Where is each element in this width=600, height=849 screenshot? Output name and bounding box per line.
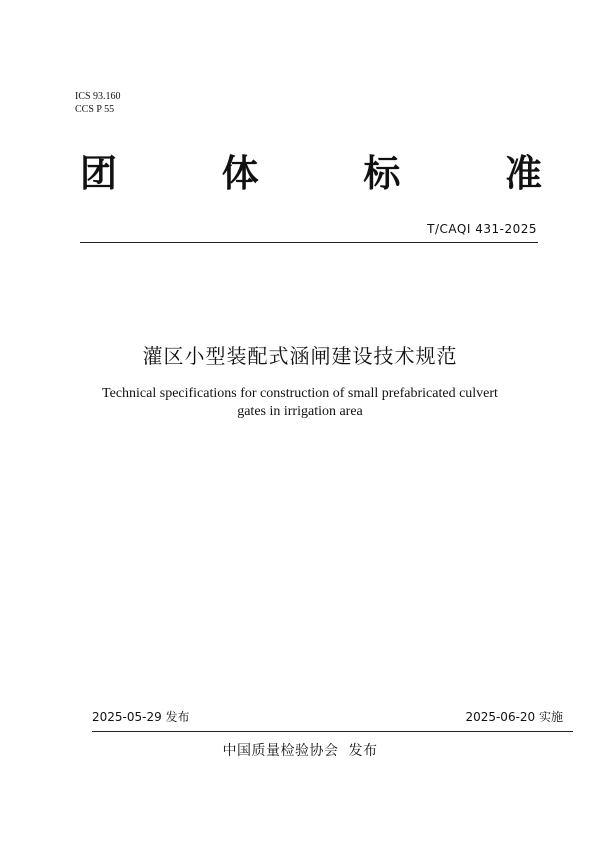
document-type-heading xyxy=(80,150,542,198)
issue-date: 2025-05-29 发布 xyxy=(92,710,190,724)
classification-codes xyxy=(75,90,121,116)
title-english-line: Technical specifications for construction of small prefabricated culvert xyxy=(102,386,498,401)
doc-type-char: 准 xyxy=(504,152,542,195)
ccs-code: CCS P 55 xyxy=(75,104,115,115)
doc-type-char: 标 xyxy=(363,152,401,195)
title-english xyxy=(0,385,600,421)
title-english-line: gates in irrigation area xyxy=(237,404,363,419)
doc-type-char: 团 xyxy=(80,152,117,195)
title-chinese: 灌区小型装配式涵闸建设技术规范 xyxy=(142,344,458,368)
standard-number: T/CAQI 431-2025 xyxy=(427,222,537,236)
publisher: 中国质量检验协会 发布 xyxy=(222,743,378,759)
top-divider xyxy=(80,242,538,243)
bottom-divider xyxy=(92,731,573,732)
doc-type-char: 体 xyxy=(221,152,259,195)
implementation-date: 2025-06-20 实施 xyxy=(465,710,563,724)
ics-code: ICS 93.160 xyxy=(75,91,121,102)
